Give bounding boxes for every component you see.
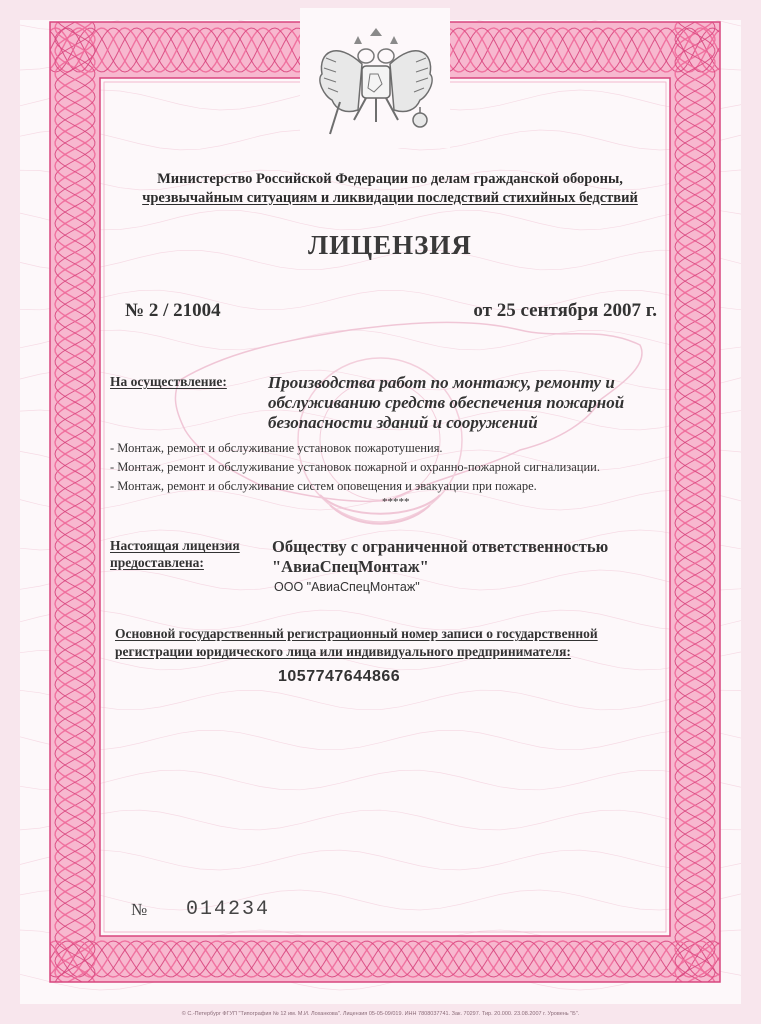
company-name-line-2: "АвиаСпецМонтаж"	[272, 557, 429, 576]
activity-line-2: обслуживанию средств обеспечения пожарной	[268, 393, 625, 412]
activity-item: - Монтаж, ремонт и обслуживание систем оповещения и эвакуации при пожаре.	[110, 479, 537, 493]
serial-number-sign: №	[131, 900, 148, 919]
activity-item: - Монтаж, ремонт и обслуживание установок пожаротушения.	[110, 441, 443, 455]
ogrn-label-line-1: Основной государственный регистрационный номер записи о государственной	[115, 626, 598, 641]
company-short-name: ООО "АвиаСпецМонтаж"	[274, 580, 420, 594]
ministry-line-2: чрезвычайным ситуациям и ликвидации последствий стихийных бедствий	[142, 190, 638, 206]
separator-stars: *****	[382, 496, 410, 508]
license-date: от 25 сентября 2007 г.	[473, 300, 657, 321]
serial-number: 014234	[186, 898, 271, 921]
activity-label: На осуществление:	[110, 374, 227, 389]
ministry-line-1: Министерство Российской Федерации по делам гражданской обороны,	[157, 171, 623, 187]
company-name-line-1: Обществу с ограниченной ответственностью	[272, 537, 609, 556]
license-number: № 2 / 21004	[125, 300, 221, 321]
activity-item: - Монтаж, ремонт и обслуживание установок пожарной и охранно-пожарной сигнализации.	[110, 460, 600, 474]
grantee-label-line-2: предоставлена:	[110, 555, 204, 570]
ogrn-value: 1057747644866	[278, 668, 401, 685]
document-title: ЛИЦЕНЗИЯ	[308, 230, 472, 260]
activity-line-1: Производства работ по монтажу, ремонту и	[268, 373, 615, 392]
ogrn-label-line-2: регистрации юридического лица или индивидуального предпринимателя:	[115, 644, 571, 659]
border-ribbons	[50, 8, 720, 982]
printer-imprint: © С.-Петербург ФГУП "Типография № 12 им. М.И. Лоханкова". Лицензия 05-05-09/019. ИНН 7808037741. Зак. 70297. Тир. 20.000. 23.08.2007 г. Уровень "Б".	[181, 1011, 580, 1017]
activity-line-3: безопасности зданий и сооружений	[268, 413, 538, 432]
grantee-label-line-1: Настоящая лицензия	[110, 538, 240, 553]
